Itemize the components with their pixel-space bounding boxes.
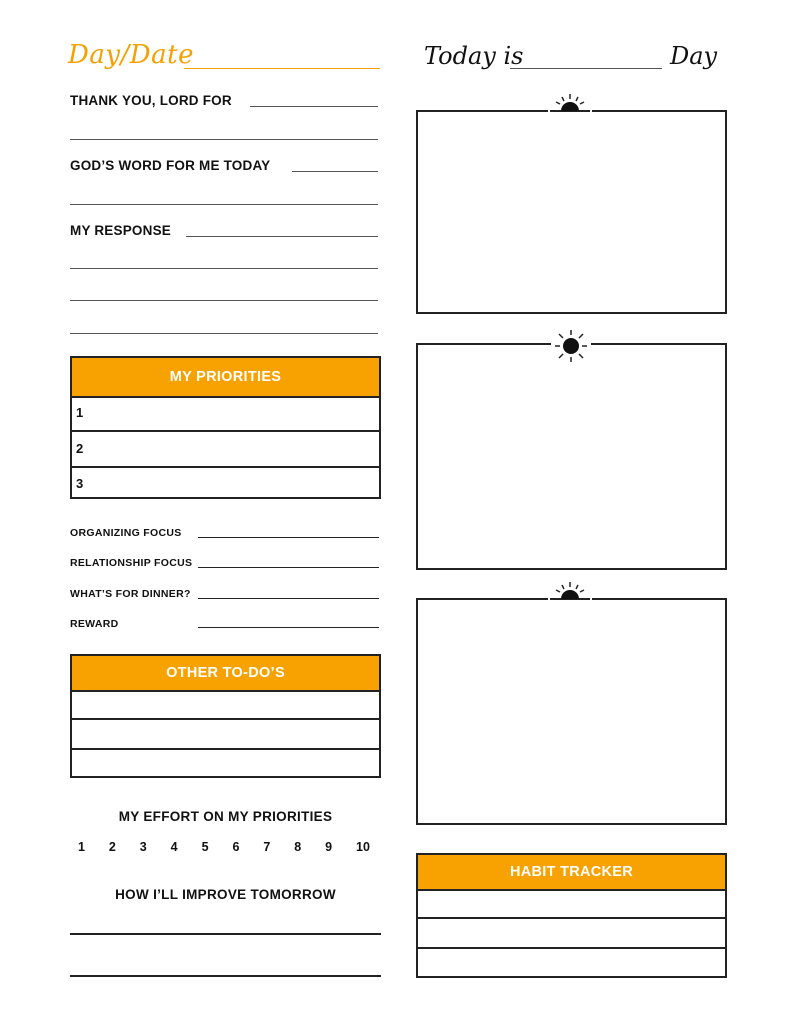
priority-row[interactable] (72, 430, 379, 466)
priorities-title: MY PRIORITIES (72, 358, 379, 396)
today-is-line[interactable] (510, 68, 662, 69)
habit-row[interactable] (418, 947, 725, 976)
thank-you-line-2[interactable] (70, 139, 378, 140)
day-date-line[interactable] (184, 68, 380, 69)
evening-box[interactable] (416, 598, 727, 825)
priorities-box (70, 356, 381, 499)
habit-row[interactable] (418, 889, 725, 917)
today-is-label: Today is (424, 42, 524, 70)
priority-row[interactable] (72, 466, 379, 499)
improve-title: HOW I’LL IMPROVE TOMORROW (115, 887, 336, 902)
sunset-icon (548, 580, 592, 604)
priority-number: 3 (76, 476, 84, 491)
other-todos-box (70, 654, 381, 778)
organizing-focus-label: ORGANIZING FOCUS (70, 527, 182, 539)
priority-number: 1 (76, 405, 84, 420)
effort-option[interactable]: 4 (170, 840, 178, 854)
improve-line-2[interactable] (70, 975, 381, 977)
day-date-label: Day/Date (68, 40, 194, 70)
sun-icon (551, 328, 591, 364)
gods-word-line-2[interactable] (70, 204, 378, 205)
afternoon-box[interactable] (416, 343, 727, 570)
effort-option[interactable]: 2 (108, 840, 116, 854)
thank-you-line-1[interactable] (250, 106, 378, 107)
organizing-focus-line[interactable] (198, 537, 379, 538)
reward-label: REWARD (70, 618, 119, 630)
dinner-line[interactable] (198, 598, 379, 599)
effort-option[interactable]: 9 (325, 840, 333, 854)
habit-tracker-title: HABIT TRACKER (418, 855, 725, 889)
effort-option[interactable]: 1 (78, 840, 85, 854)
relationship-focus-label: RELATIONSHIP FOCUS (70, 557, 193, 569)
reward-line[interactable] (198, 627, 379, 628)
sunrise-icon (548, 92, 592, 116)
todo-row[interactable] (72, 718, 379, 748)
effort-option[interactable]: 7 (263, 840, 271, 854)
effort-option[interactable]: 10 (356, 840, 370, 854)
relationship-focus-line[interactable] (198, 567, 379, 568)
improve-line-1[interactable] (70, 933, 381, 935)
habit-row[interactable] (418, 917, 725, 947)
priority-row[interactable] (72, 396, 379, 430)
habit-tracker-box (416, 853, 727, 978)
other-todos-title: OTHER TO-DO’S (72, 656, 379, 690)
effort-option[interactable]: 8 (294, 840, 302, 854)
dinner-label: WHAT’S FOR DINNER? (70, 588, 191, 600)
response-line-4[interactable] (70, 333, 378, 334)
effort-option[interactable]: 3 (139, 840, 147, 854)
priority-number: 2 (76, 441, 84, 456)
effort-option[interactable]: 5 (201, 840, 209, 854)
thank-you-label: THANK YOU, LORD FOR (70, 93, 232, 108)
todo-row[interactable] (72, 748, 379, 776)
effort-option[interactable]: 6 (232, 840, 240, 854)
my-response-label: MY RESPONSE (70, 223, 171, 238)
morning-box[interactable] (416, 110, 727, 314)
todo-row[interactable] (72, 690, 379, 718)
effort-scale (78, 840, 370, 854)
gods-word-label: GOD’S WORD FOR ME TODAY (70, 158, 271, 173)
response-line-1[interactable] (186, 236, 378, 237)
effort-title: MY EFFORT ON MY PRIORITIES (118, 809, 333, 824)
day-label: Day (670, 42, 718, 70)
response-line-2[interactable] (70, 268, 378, 269)
response-line-3[interactable] (70, 300, 378, 301)
gods-word-line-1[interactable] (292, 171, 378, 172)
